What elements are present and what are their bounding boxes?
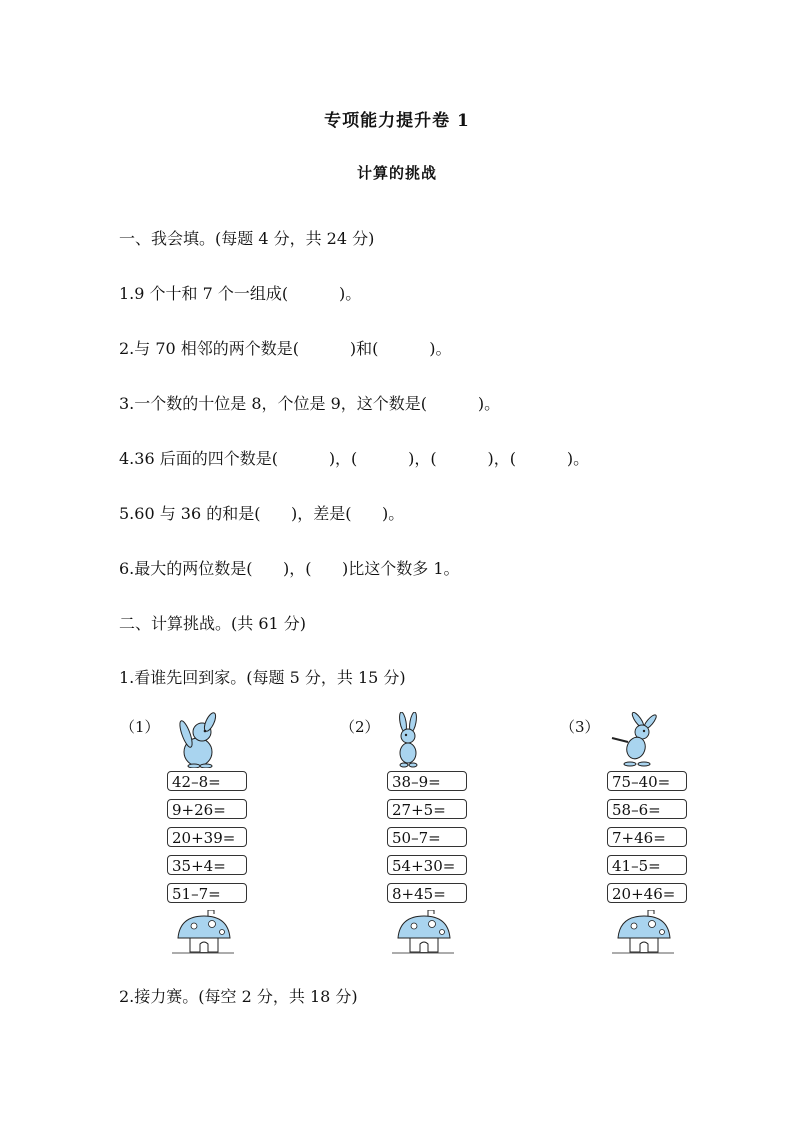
- equation-box: 27+5=: [387, 799, 467, 819]
- question-2: 2.与 70 相邻的两个数是( )和( )。: [119, 339, 452, 358]
- question-1: 1.9 个十和 7 个一组成( )。: [119, 284, 362, 303]
- equation-box: 50–7=: [387, 827, 467, 847]
- question-3: 3.一个数的十位是 8，个位是 9，这个数是( )。: [119, 394, 501, 413]
- worksheet-title: 专项能力提升卷 1: [324, 111, 470, 131]
- equation-box: 54+30=: [387, 855, 467, 875]
- column-label: （1）: [120, 718, 160, 736]
- equation-box: 41–5=: [607, 855, 687, 875]
- equation-box: 8+45=: [387, 883, 467, 903]
- mushroom-house-icon: [172, 910, 234, 956]
- equation-box: 51–7=: [167, 883, 247, 903]
- equation-box: 20+39=: [167, 827, 247, 847]
- race-column-2: [340, 712, 540, 962]
- race-column-3: [560, 712, 760, 962]
- rabbit-icon: [392, 712, 428, 768]
- section2-heading: 二、计算挑战。(共 61 分): [119, 614, 307, 633]
- equation-box: 58–6=: [607, 799, 687, 819]
- equation-box: 7+46=: [607, 827, 687, 847]
- rabbit-icon: [608, 712, 664, 768]
- equation-box: 20+46=: [607, 883, 687, 903]
- column-label: （2）: [340, 718, 380, 736]
- rabbit-icon: [172, 712, 222, 768]
- equation-box: 75–40=: [607, 771, 687, 791]
- mushroom-house-icon: [612, 910, 674, 956]
- question-6: 6.最大的两位数是( )，( )比这个数多 1。: [119, 559, 460, 578]
- equation-box: 9+26=: [167, 799, 247, 819]
- mushroom-house-icon: [392, 910, 454, 956]
- equation-box: 42–8=: [167, 771, 247, 791]
- question-5: 5.60 与 36 的和是( )，差是( )。: [119, 504, 405, 523]
- part1-heading: 1.看谁先回到家。(每题 5 分，共 15 分): [119, 668, 406, 687]
- section1-heading: 一、我会填。(每题 4 分，共 24 分): [119, 229, 375, 248]
- worksheet-subtitle: 计算的挑战: [356, 164, 437, 182]
- question-4: 4.36 后面的四个数是( )，( )，( )，( )。: [119, 449, 590, 468]
- race-column-1: [120, 712, 320, 962]
- part2-heading: 2.接力赛。(每空 2 分，共 18 分): [119, 987, 358, 1006]
- equation-box: 35+4=: [167, 855, 247, 875]
- equation-box: 38–9=: [387, 771, 467, 791]
- column-label: （3）: [560, 718, 600, 736]
